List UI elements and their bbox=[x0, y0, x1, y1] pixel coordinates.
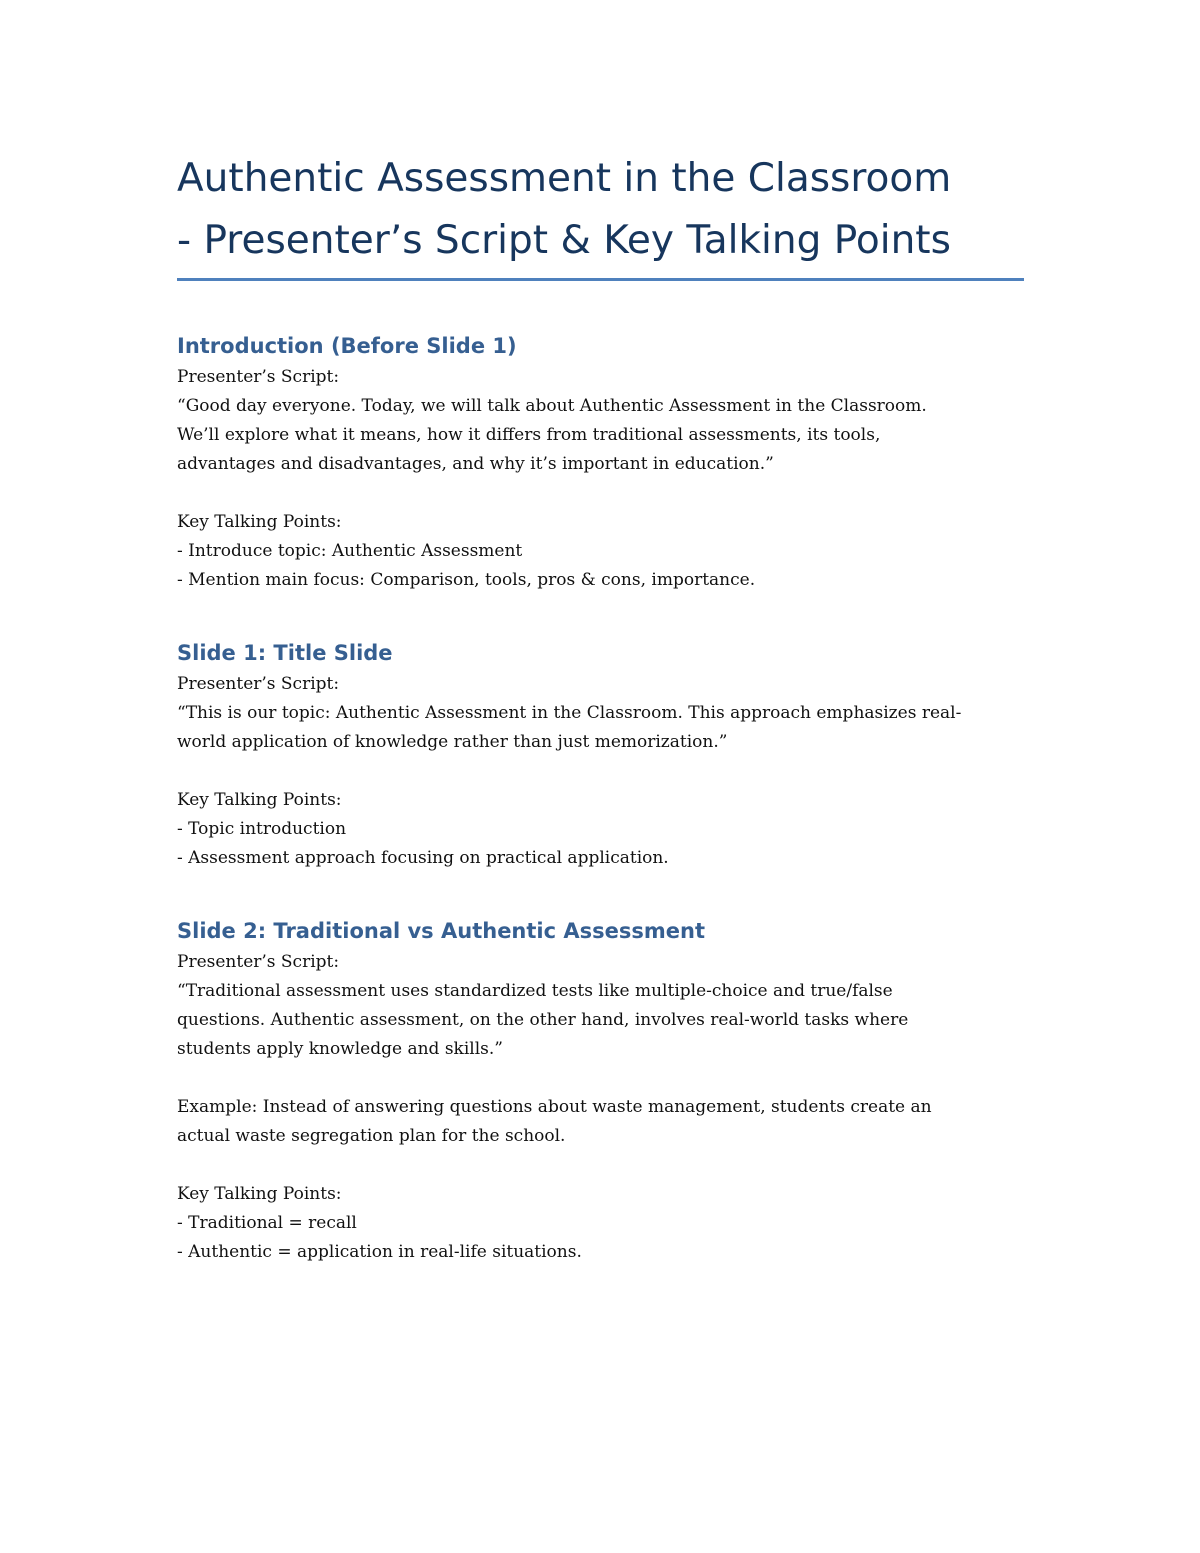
talking-point: - Authentic = application in real-life situations. bbox=[177, 1242, 582, 1262]
document-title bbox=[177, 148, 1027, 272]
section-slide-2 bbox=[177, 917, 1027, 1267]
talking-point: - Traditional = recall bbox=[177, 1213, 357, 1233]
example-line: actual waste segregation plan for the school. bbox=[177, 1126, 566, 1146]
points-label: Key Talking Points: bbox=[177, 512, 342, 532]
presenter-script bbox=[177, 948, 1027, 1064]
section-heading: Introduction (Before Slide 1) bbox=[177, 334, 517, 358]
example-line: Example: Instead of answering questions about waste management, students create an bbox=[177, 1097, 932, 1117]
script-line: “This is our topic: Authentic Assessment in the Classroom. This approach emphasizes real- bbox=[177, 703, 962, 723]
key-talking-points bbox=[177, 1180, 1027, 1267]
script-label: Presenter’s Script: bbox=[177, 367, 340, 387]
script-line: We’ll explore what it means, how it differs from traditional assessments, its tools, bbox=[177, 425, 881, 445]
example-paragraph bbox=[177, 1093, 1027, 1151]
talking-point: - Mention main focus: Comparison, tools, pros & cons, importance. bbox=[177, 570, 756, 590]
points-label: Key Talking Points: bbox=[177, 790, 342, 810]
title-line-2: - Presenter’s Script & Key Talking Points bbox=[177, 218, 951, 263]
script-line: “Good day everyone. Today, we will talk about Authentic Assessment in the Classroom. bbox=[177, 396, 927, 416]
points-label: Key Talking Points: bbox=[177, 1184, 342, 1204]
script-line: questions. Authentic assessment, on the other hand, involves real-world tasks where bbox=[177, 1010, 909, 1030]
section-heading: Slide 1: Title Slide bbox=[177, 641, 393, 665]
key-talking-points bbox=[177, 508, 1027, 595]
script-line: “Traditional assessment uses standardized tests like multiple-choice and true/false bbox=[177, 981, 893, 1001]
script-label: Presenter’s Script: bbox=[177, 674, 340, 694]
talking-point: - Topic introduction bbox=[177, 819, 347, 839]
document-body bbox=[177, 148, 1027, 1267]
presenter-script bbox=[177, 670, 1027, 757]
key-talking-points bbox=[177, 786, 1027, 873]
script-line: world application of knowledge rather than just memorization.” bbox=[177, 732, 728, 752]
talking-point: - Introduce topic: Authentic Assessment bbox=[177, 541, 523, 561]
title-line-1: Authentic Assessment in the Classroom bbox=[177, 156, 952, 201]
talking-point: - Assessment approach focusing on practical application. bbox=[177, 848, 669, 868]
script-label: Presenter’s Script: bbox=[177, 952, 340, 972]
section-heading: Slide 2: Traditional vs Authentic Assessment bbox=[177, 919, 705, 943]
section-slide-1 bbox=[177, 639, 1027, 873]
presenter-script bbox=[177, 363, 1027, 479]
script-line: advantages and disadvantages, and why it’s important in education.” bbox=[177, 454, 774, 474]
script-line: students apply knowledge and skills.” bbox=[177, 1039, 503, 1059]
section-introduction bbox=[177, 332, 1027, 595]
